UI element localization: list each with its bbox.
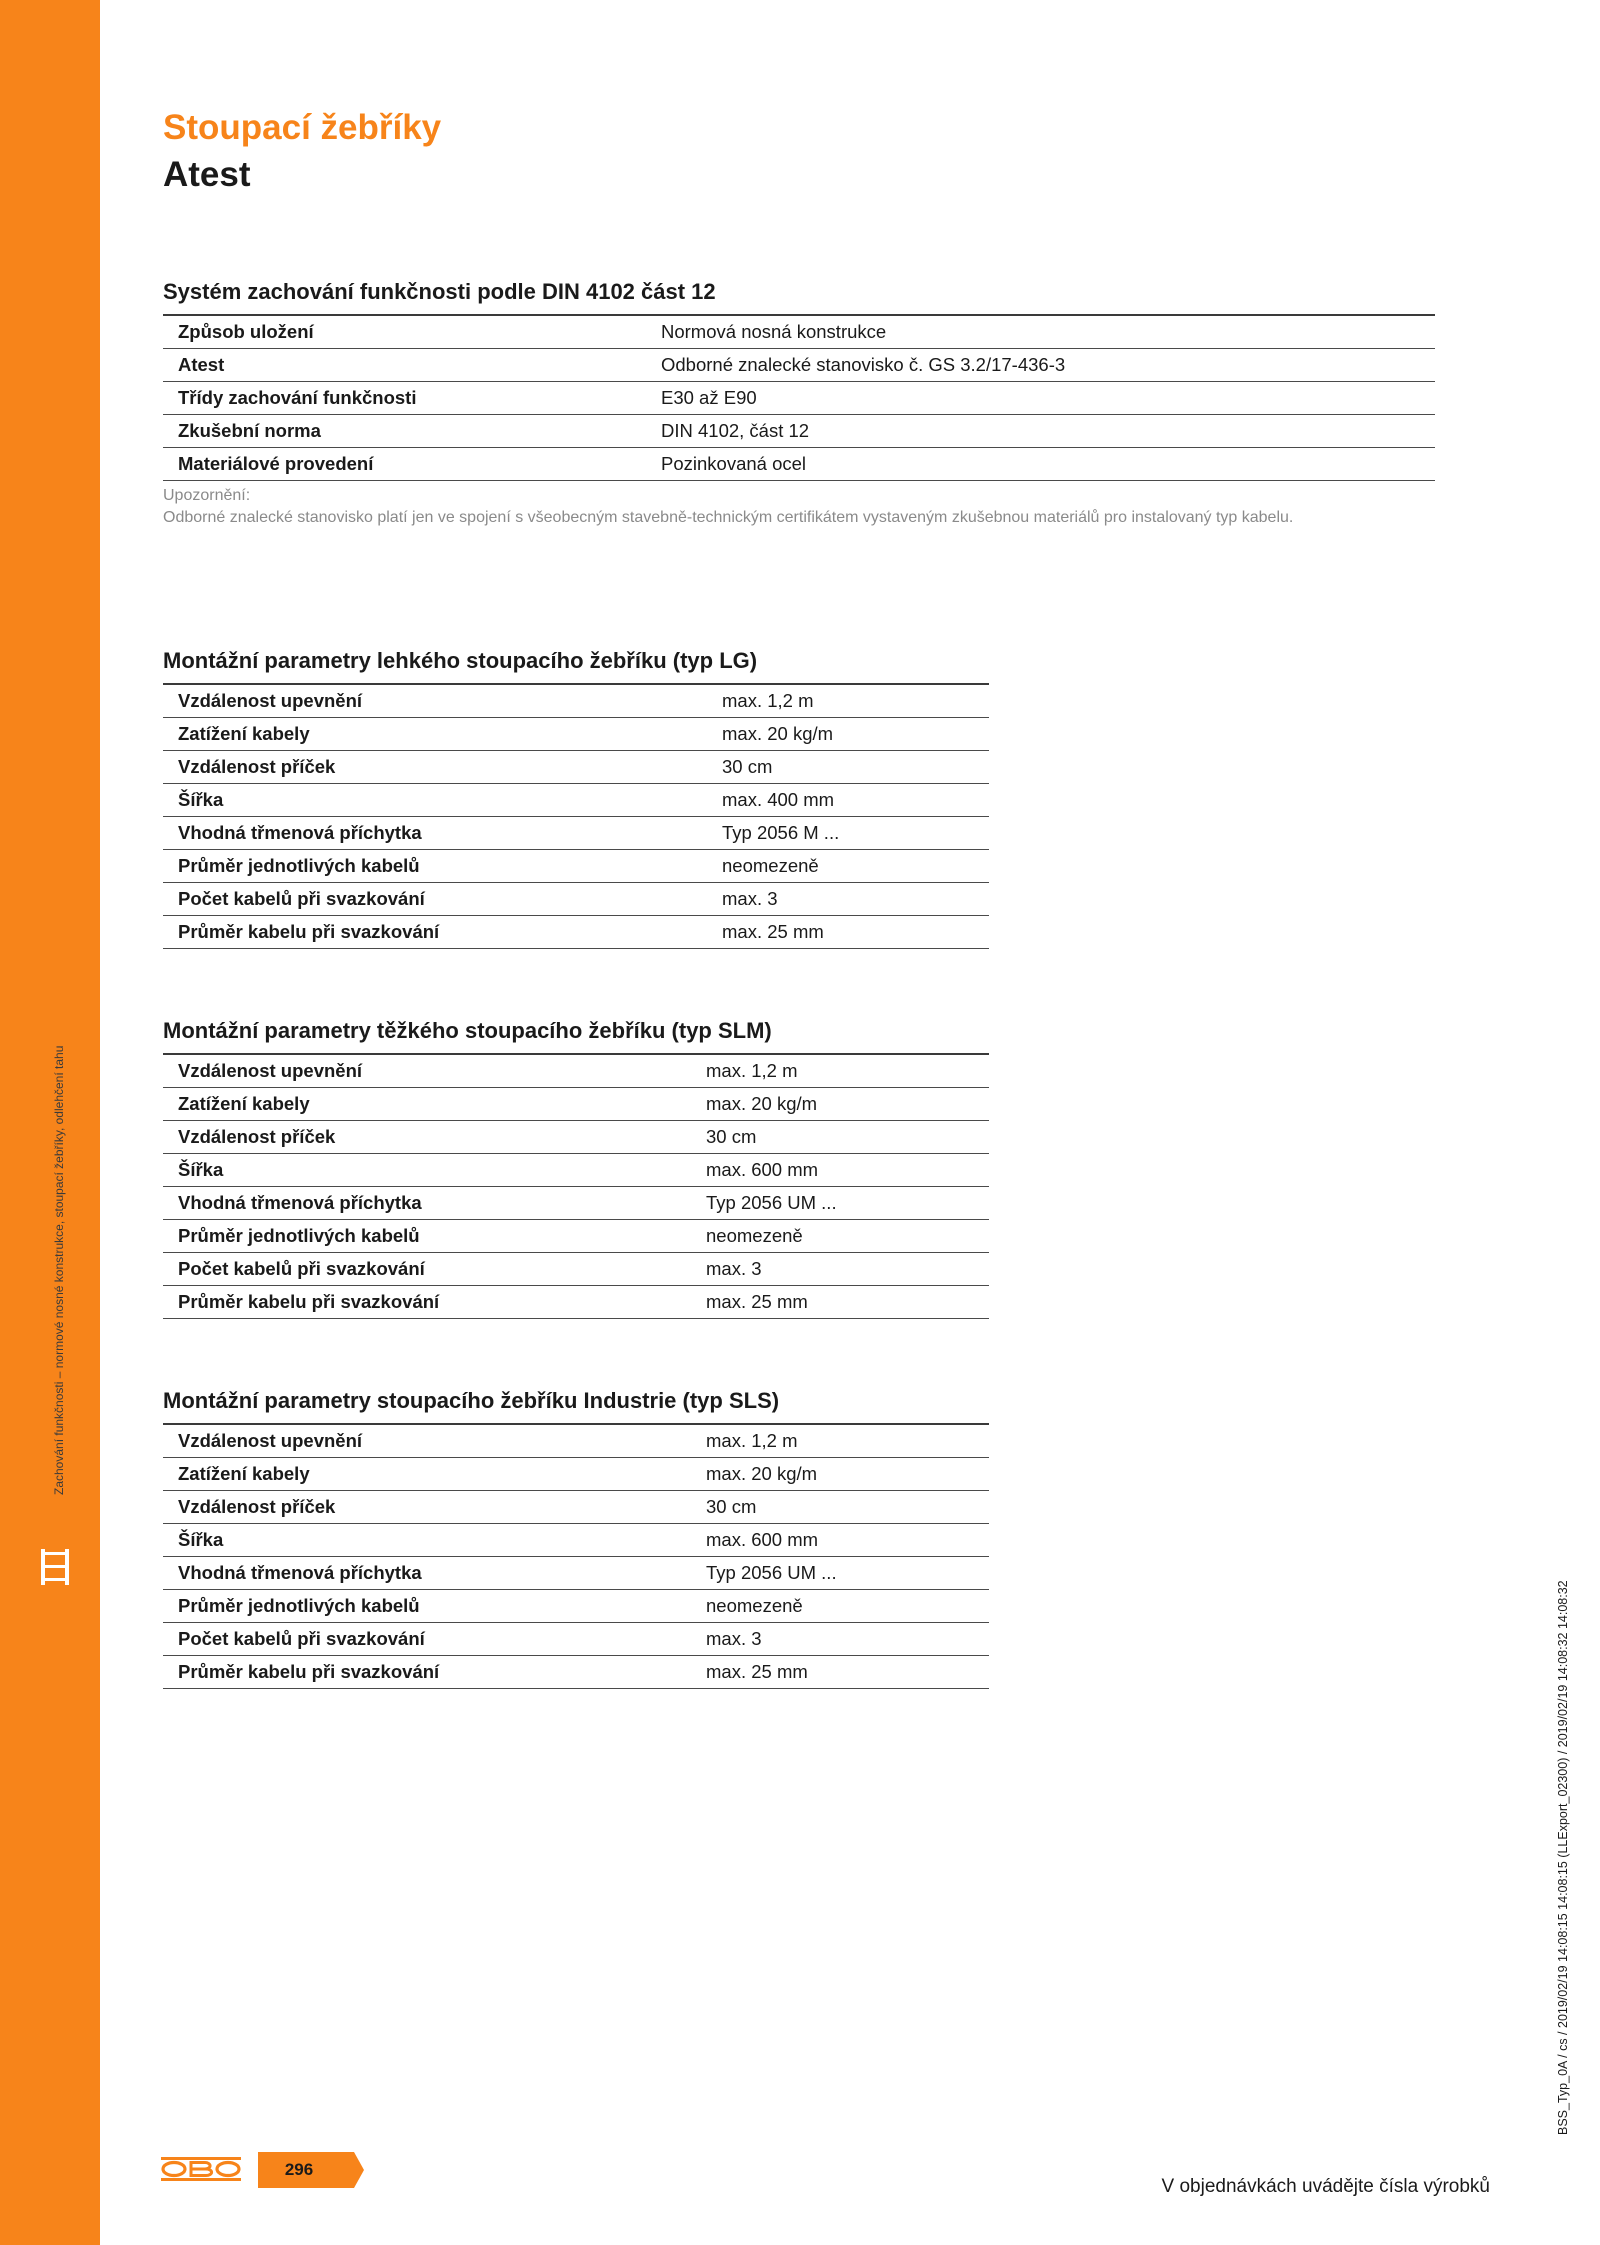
row-value: Typ 2056 UM ... [706, 1192, 837, 1213]
row-value: neomezeně [706, 1225, 803, 1246]
page-number: 296 [284, 2160, 314, 2179]
section-sls-parameters [163, 1388, 989, 1689]
page-title: Stoupací žebříky [163, 108, 442, 147]
table-row [163, 883, 989, 916]
row-value: max. 25 mm [706, 1291, 808, 1312]
section-slm-parameters [163, 1018, 989, 1319]
row-label: Počet kabelů při svazkování [178, 1628, 425, 1649]
table-row [163, 916, 989, 949]
spec-table [163, 1423, 989, 1689]
table-row [163, 415, 1435, 448]
row-value: Typ 2056 M ... [722, 822, 840, 843]
row-label: Atest [178, 354, 225, 375]
row-value: 30 cm [706, 1496, 757, 1517]
table-row [163, 1491, 989, 1524]
row-value: max. 20 kg/m [706, 1093, 818, 1114]
table-row [163, 1187, 989, 1220]
row-label: Průměr kabelu při svazkování [178, 1291, 440, 1312]
row-value: Typ 2056 UM ... [706, 1562, 837, 1583]
table-row [163, 751, 989, 784]
table-row [163, 1088, 989, 1121]
table-row [163, 316, 1435, 349]
table-row [163, 1286, 989, 1319]
row-label: Průměr kabelu při svazkování [178, 921, 440, 942]
page-subtitle: Atest [163, 155, 251, 194]
note-label: Upozornění: [163, 487, 251, 504]
row-label: Průměr jednotlivých kabelů [178, 1225, 420, 1246]
table-row [163, 349, 1435, 382]
spec-table [163, 314, 1435, 481]
table-row [163, 1121, 989, 1154]
row-label: Zatížení kabely [178, 723, 310, 744]
row-label: Vhodná třmenová příchytka [178, 1562, 422, 1583]
row-label: Průměr jednotlivých kabelů [178, 855, 420, 876]
footer-text: V objednávkách uvádějte čísla výrobků [1161, 2176, 1490, 2197]
spec-table [163, 1053, 989, 1319]
table-row [163, 784, 989, 817]
row-value: 30 cm [722, 756, 773, 777]
table-row [163, 1458, 989, 1491]
row-value: Pozinkovaná ocel [661, 453, 807, 474]
table-row [163, 1623, 989, 1656]
row-label: Vzdálenost příček [178, 1496, 336, 1517]
row-label: Vzdálenost upevnění [178, 690, 363, 711]
row-value: max. 600 mm [706, 1159, 819, 1180]
section-title: Montážní parametry lehkého stoupacího žebříku (typ LG) [163, 648, 758, 673]
side-bar [0, 0, 100, 2245]
row-value: 30 cm [706, 1126, 757, 1147]
row-label: Způsob uložení [178, 321, 314, 342]
row-label: Vzdálenost příček [178, 756, 336, 777]
row-value: Normová nosná konstrukce [661, 321, 887, 342]
section-lg-parameters [163, 648, 989, 949]
table-row [163, 1055, 989, 1088]
obo-logo [161, 2157, 241, 2181]
row-value: neomezeně [722, 855, 819, 876]
table-row [163, 1557, 989, 1590]
note [163, 485, 1443, 529]
section-title: Systém zachování funkčnosti podle DIN 4102 část 12 [163, 279, 716, 304]
table-row [163, 1425, 989, 1458]
row-value: max. 1,2 m [706, 1060, 798, 1081]
row-value: max. 3 [706, 1628, 762, 1649]
row-label: Vzdálenost upevnění [178, 1060, 363, 1081]
row-label: Vzdálenost příček [178, 1126, 336, 1147]
table-row [163, 448, 1435, 481]
row-value: max. 20 kg/m [706, 1463, 818, 1484]
table-row [163, 1154, 989, 1187]
row-label: Průměr kabelu při svazkování [178, 1661, 440, 1682]
row-value: max. 25 mm [722, 921, 824, 942]
document-meta: BSS_Typ_0A / cs / 2019/02/19 14:08:15 14:08:15 (LLExport_02300) / 2019/02/19 14:08:32 14:08:32 [1556, 1580, 1570, 2135]
sidebar-vertical-text: Zachování funkčnosti – normové nosné konstrukce, stoupací žebříky, odlehčení tahu [52, 1045, 66, 1495]
table-row [163, 685, 989, 718]
row-label: Šířka [178, 789, 224, 810]
row-value: max. 400 mm [722, 789, 835, 810]
table-row [163, 850, 989, 883]
row-label: Vzdálenost upevnění [178, 1430, 363, 1451]
row-value: max. 1,2 m [706, 1430, 798, 1451]
row-label: Průměr jednotlivých kabelů [178, 1595, 420, 1616]
row-label: Zatížení kabely [178, 1093, 310, 1114]
row-label: Vhodná třmenová příchytka [178, 1192, 422, 1213]
table-row [163, 1590, 989, 1623]
row-value: max. 1,2 m [722, 690, 814, 711]
row-value: max. 25 mm [706, 1661, 808, 1682]
row-label: Šířka [178, 1529, 224, 1550]
row-value: Odborné znalecké stanovisko č. GS 3.2/17-436-3 [661, 354, 1066, 375]
row-value: max. 3 [706, 1258, 762, 1279]
row-label: Zatížení kabely [178, 1463, 310, 1484]
row-label: Materiálové provedení [178, 453, 374, 474]
table-row [163, 1524, 989, 1557]
row-value: E30 až E90 [661, 387, 757, 408]
table-row [163, 718, 989, 751]
row-label: Vhodná třmenová příchytka [178, 822, 422, 843]
table-row [163, 1656, 989, 1689]
row-value: max. 20 kg/m [722, 723, 834, 744]
row-label: Počet kabelů při svazkování [178, 888, 425, 909]
ladder-icon [38, 1548, 72, 1586]
section-function-retention [163, 279, 1435, 529]
row-label: Počet kabelů při svazkování [178, 1258, 425, 1279]
row-value: neomezeně [706, 1595, 803, 1616]
row-value: DIN 4102, část 12 [661, 420, 810, 441]
table-row [163, 1253, 989, 1286]
row-label: Šířka [178, 1159, 224, 1180]
row-label: Zkušební norma [178, 420, 321, 441]
table-row [163, 382, 1435, 415]
section-title: Montážní parametry těžkého stoupacího žebříku (typ SLM) [163, 1018, 772, 1043]
spec-table [163, 683, 989, 949]
note-text: Odborné znalecké stanovisko platí jen ve spojení s všeobecným stavebně-technickým certifikátem vystaveným zkušebnou materiálů pro instalovaný typ kabelu. [163, 509, 1294, 526]
row-value: max. 600 mm [706, 1529, 819, 1550]
table-row [163, 1220, 989, 1253]
section-title: Montážní parametry stoupacího žebříku Industrie (typ SLS) [163, 1388, 780, 1413]
row-label: Třídy zachování funkčnosti [178, 387, 417, 408]
row-value: max. 3 [722, 888, 778, 909]
table-row [163, 817, 989, 850]
